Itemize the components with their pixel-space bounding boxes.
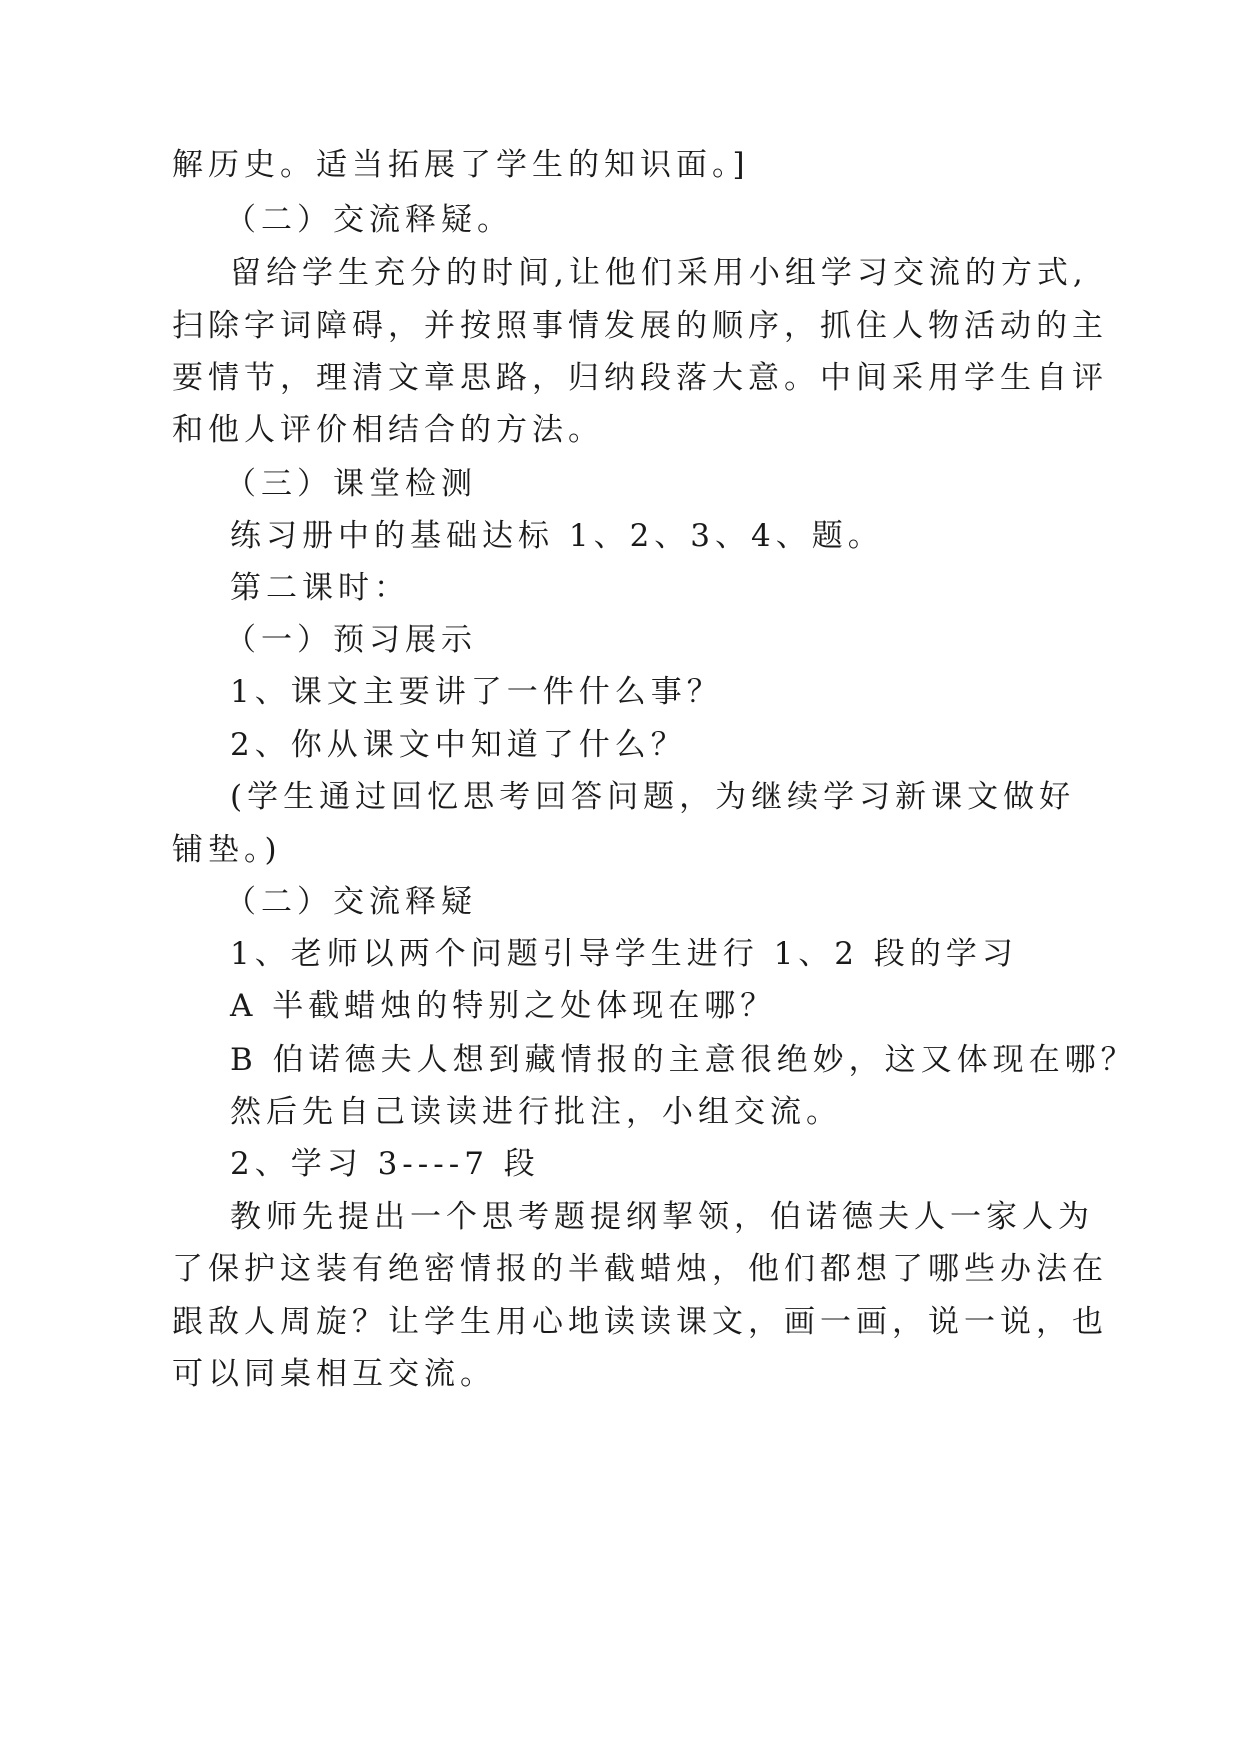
list-item: B 伯诺德夫人想到藏情报的主意很绝妙，这又体现在哪？ <box>230 1042 1137 1078</box>
paragraph-line: (学生通过回忆思考回答问题，为继续学习新课文做好 <box>230 779 1076 815</box>
paragraph-line: 可以同桌相互交流。 <box>172 1356 496 1392</box>
paragraph-line: 要情节，理清文章思路，归纳段落大意。中间采用学生自评 <box>172 360 1108 396</box>
paragraph-line: 跟敌人周旋？让学生用心地读读课文，画一画，说一说，也 <box>172 1304 1108 1340</box>
section-heading: （二）交流释疑 <box>225 884 477 920</box>
paragraph-line: 教师先提出一个思考题提纲挈领，伯诺德夫人一家人为 <box>230 1199 1094 1235</box>
paragraph-line: 然后先自己读读进行批注，小组交流。 <box>230 1094 842 1130</box>
lesson-heading: 第二课时： <box>230 570 410 606</box>
list-item: 1、课文主要讲了一件什么事？ <box>230 674 723 710</box>
section-heading: （一）预习展示 <box>225 622 477 658</box>
list-item: 2、学习 3----7 段 <box>230 1146 540 1182</box>
paragraph-line: 和他人评价相结合的方法。 <box>172 412 604 448</box>
paragraph-line: 解历史。适当拓展了学生的知识面。] <box>172 147 750 183</box>
paragraph-line: 扫除字词障碍，并按照事情发展的顺序，抓住人物活动的主 <box>172 308 1108 344</box>
section-heading: （二）交流释疑。 <box>225 202 513 238</box>
paragraph-line: 铺垫。) <box>172 832 282 868</box>
list-item: 1、老师以两个问题引导学生进行 1、2 段的学习 <box>230 936 1018 972</box>
list-item: 2、你从课文中知道了什么？ <box>230 727 687 763</box>
paragraph-line: 留给学生充分的时间,让他们采用小组学习交流的方式, <box>230 255 1088 291</box>
list-item: A 半截蜡烛的特别之处体现在哪？ <box>230 988 777 1024</box>
section-heading: （三）课堂检测 <box>225 466 477 502</box>
paragraph-line: 了保护这装有绝密情报的半截蜡烛，他们都想了哪些办法在 <box>172 1251 1108 1287</box>
paragraph-line: 练习册中的基础达标 1、2、3、4、题。 <box>230 518 884 554</box>
